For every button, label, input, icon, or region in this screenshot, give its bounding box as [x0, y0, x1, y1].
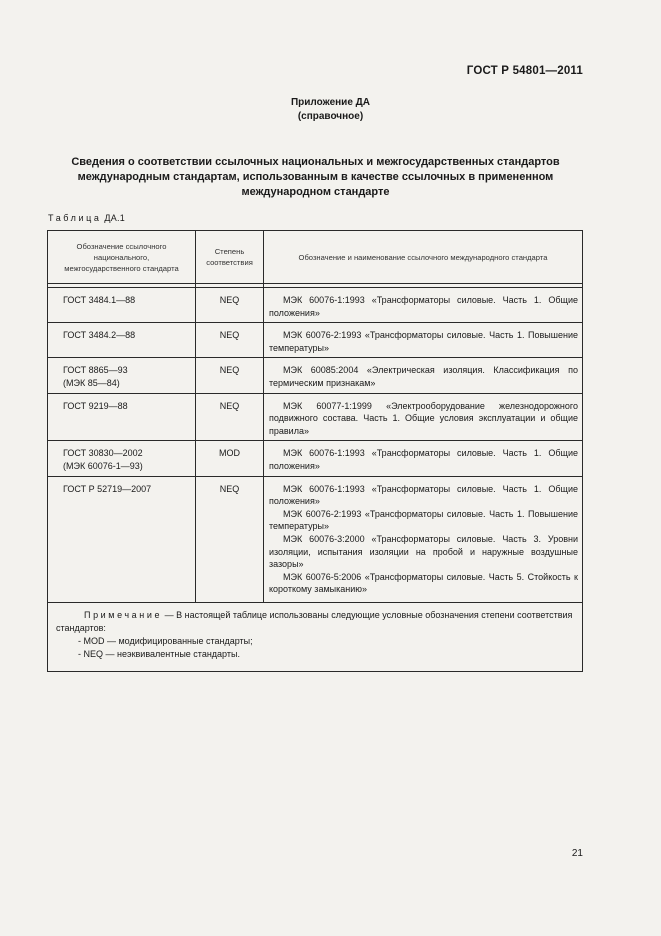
table-caption-number: ДА.1 [104, 213, 126, 223]
table-caption-prefix: Таблица [48, 213, 102, 223]
main-title [50, 155, 581, 200]
note-text: В настоящей таблице использованы следующие условные обозначения степени соответствия стандартов: [56, 609, 573, 633]
note-item-neq: - NEQ — неэквивалентные стандарты. [78, 648, 240, 659]
standard-cell: ГОСТ 9219—88 [48, 393, 196, 441]
standard-cell: ГОСТ 8865—93 (МЭК 85—84) [48, 358, 196, 393]
note-dash: — [164, 609, 174, 620]
correspondence-table [47, 230, 583, 672]
standard-cell: ГОСТ 3484.1—88 [48, 288, 196, 323]
degree-cell: NEQ [196, 323, 264, 358]
header-standard-designation: Обозначение ссылочного национального, межгосударственного стандарта [48, 231, 196, 284]
table-row [48, 441, 583, 476]
international-cell: МЭК 60076-1:1993 «Трансформаторы силовые. Часть 1. Общие положения» [264, 441, 583, 476]
main-title-line-1: Сведения о соответствии ссылочных национальных и межгосударственных стандартов [71, 156, 560, 168]
standard-cell: ГОСТ Р 52719—2007 [48, 476, 196, 602]
page-number: 21 [571, 848, 583, 859]
degree-cell: MOD [196, 441, 264, 476]
appendix-title: Приложение ДА [290, 97, 371, 108]
header-degree: Степень соответствия [196, 231, 264, 284]
note-item-mod: - MOD — модифицированные стандарты; [78, 635, 253, 646]
international-cell: МЭК 60076-2:1993 «Трансформаторы силовые. Часть 1. Повышение температуры» [264, 323, 583, 358]
header-international-standard: Обозначение и наименование ссылочного международного стандарта [264, 231, 583, 284]
table-row [48, 393, 583, 441]
degree-cell: NEQ [196, 358, 264, 393]
table-row [48, 288, 583, 323]
appendix-subtitle: (справочное) [297, 111, 364, 122]
international-cell: МЭК 60077-1:1999 «Электрооборудование железнодорожного подвижного состава. Часть 1. Общие условия эксплуатации и общие правила» [264, 393, 583, 441]
main-title-line-3: международном стандарте [241, 186, 390, 198]
note-label: Примечание [84, 609, 163, 620]
degree-cell: NEQ [196, 393, 264, 441]
table-note-row [48, 602, 583, 671]
degree-cell: NEQ [196, 476, 264, 602]
standard-cell: ГОСТ 30830—2002 (МЭК 60076-1—93) [48, 441, 196, 476]
standard-cell: ГОСТ 3484.2—88 [48, 323, 196, 358]
international-cell: МЭК 60085:2004 «Электрическая изоляция. Классификация по термическим признакам» [264, 358, 583, 393]
main-title-line-2: международным стандартам, использованным в качестве ссылочных в примененном [77, 171, 554, 183]
table-header-row [48, 231, 583, 284]
degree-cell: NEQ [196, 288, 264, 323]
table-row [48, 358, 583, 393]
international-cell: МЭК 60076-1:1993 «Трансформаторы силовые. Часть 1. Общие положения» МЭК 60076-2:1993 «Трансформаторы силовые. Часть 1. Повышение температуры» МЭК 60076-3:2000 «Трансформаторы силовые. Часть 3. Уровни изоляции, испытания изоляции на пробой и наружные воздушные зазоры» МЭК 60076-5:2006 «Трансформаторы силовые. Часть 5. Стойкость к короткому замыканию» [264, 476, 583, 602]
appendix-heading [0, 96, 661, 124]
table-note [48, 602, 583, 671]
table-row [48, 323, 583, 358]
table-row [48, 476, 583, 602]
document-code: ГОСТ Р 54801—2011 [466, 65, 583, 77]
table-caption [48, 213, 125, 223]
international-cell: МЭК 60076-1:1993 «Трансформаторы силовые. Часть 1. Общие положения» [264, 288, 583, 323]
